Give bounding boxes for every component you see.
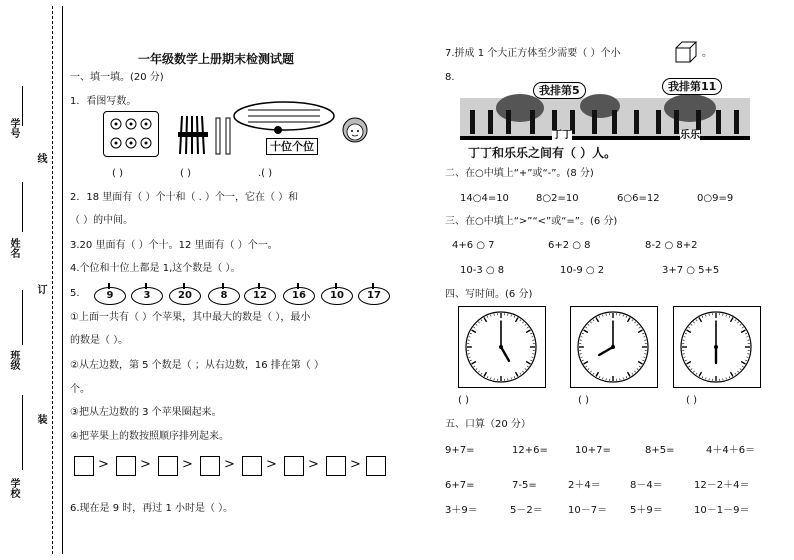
- clock-minute-mark: [735, 373, 736, 375]
- q5-3-text: ③把从左边数的 3 个苹果圈起来。: [70, 407, 222, 418]
- q8-text: 丁丁和乐乐之间有（ ）人。: [468, 146, 617, 160]
- clock-minute-mark: [487, 316, 488, 318]
- clock-minute-mark: [469, 336, 471, 337]
- clock-icon: [678, 309, 754, 385]
- q5-1-line-2: 的数是（ ）。: [70, 335, 129, 346]
- q7-text: 7.拼成 1 个大正方体至少需要（ ）个小: [445, 48, 621, 59]
- clock-hour-mark: [699, 318, 702, 322]
- speech-bubble-dingding: 我排第5: [533, 82, 586, 99]
- clock-minute-mark: [469, 357, 471, 358]
- clock-minute-mark: [588, 368, 589, 369]
- part4-header: 四、写时间。(6 分): [445, 289, 533, 300]
- q7-end: 。: [702, 48, 712, 59]
- clock-hour-mark: [584, 362, 588, 365]
- clock-minute-mark: [585, 327, 587, 328]
- gt-sign: >: [224, 457, 235, 472]
- order-box-2[interactable]: [116, 456, 136, 476]
- gt-sign: >: [266, 457, 277, 472]
- calc-r2-c1: 6+7=: [445, 480, 475, 491]
- clock-minute-mark: [527, 366, 529, 367]
- xingming-underline: [22, 182, 23, 232]
- clock-minute-mark: [632, 373, 633, 375]
- clock-minute-mark: [685, 360, 687, 361]
- order-box-3[interactable]: [158, 456, 178, 476]
- clock-hour-mark: [584, 330, 588, 333]
- clock-minute-mark: [490, 315, 491, 317]
- clock-minute-mark: [581, 336, 583, 337]
- gt-sign: >: [98, 457, 109, 472]
- clock-minute-mark: [643, 336, 645, 337]
- clock-minute-mark: [639, 327, 641, 328]
- q1-blank-3: .( ): [258, 168, 273, 179]
- name-dingding: 丁丁: [552, 130, 572, 141]
- clock-blank-1: ( ): [458, 395, 469, 406]
- clock-minute-mark: [632, 319, 633, 321]
- clock-minute-mark: [726, 315, 727, 317]
- clock-hour-mark: [516, 372, 519, 376]
- part2-item-2: 8○2=10: [536, 193, 579, 204]
- clock-minute-mark: [581, 357, 583, 358]
- clock-minute-mark: [742, 327, 744, 328]
- label-xingming: 姓名: [8, 238, 19, 258]
- part3-item-1: 4+6 ○ 7: [452, 240, 495, 251]
- q1-label: 1．看图写数。: [70, 96, 137, 107]
- q1-blank-2: ( ): [180, 168, 191, 179]
- clock-minute-mark: [696, 319, 697, 321]
- part3-item-3: 8-2 ○ 8+2: [645, 240, 698, 251]
- q5-2-line-2: 个。: [70, 384, 90, 395]
- calc-r1-c5: 4＋4＋6＝: [706, 445, 756, 456]
- apple-8: 17: [358, 287, 390, 305]
- binding-ding: 订: [35, 284, 46, 294]
- gt-sign: >: [182, 457, 193, 472]
- clock-minute-mark: [693, 371, 694, 372]
- clock-minute-mark: [599, 376, 600, 378]
- clock-icon: [575, 309, 651, 385]
- clock-minute-mark: [740, 324, 741, 325]
- clock-hour-hand: [599, 347, 613, 355]
- q3-text: 3.20 里面有（ ）个十。12 里面有（ ）个一。: [70, 240, 278, 251]
- calc-r2-c3: 2＋4＝: [568, 480, 601, 491]
- clock-minute-mark: [476, 368, 477, 369]
- clock-minute-mark: [602, 377, 603, 379]
- clock-minute-mark: [527, 327, 529, 328]
- clock-minute-mark: [599, 316, 600, 318]
- clock-icon: [463, 309, 539, 385]
- gt-sign: >: [308, 457, 319, 472]
- order-box-7[interactable]: [326, 456, 346, 476]
- clock-minute-mark: [637, 368, 638, 369]
- clock-minute-mark: [642, 333, 644, 334]
- clock-minute-mark: [511, 377, 512, 379]
- clock-minute-mark: [740, 368, 741, 369]
- part2-item-1: 14○4=10: [460, 193, 509, 204]
- clock-minute-mark: [478, 322, 479, 323]
- clock-minute-mark: [531, 336, 533, 337]
- clock-hour-mark: [526, 362, 530, 365]
- q5-2-line-1: ②从左边数，第 5 个数是（ ；从右边数，16 排在第（ ）: [70, 360, 324, 371]
- clock-minute-mark: [639, 366, 641, 367]
- clock-minute-mark: [514, 316, 515, 318]
- clock-hour-mark: [741, 362, 745, 365]
- clock-minute-mark: [520, 319, 521, 321]
- apple-7: 10: [321, 287, 353, 305]
- calc-r3-c5: 10－1－9＝: [694, 505, 750, 516]
- clock-minute-mark: [582, 333, 584, 334]
- child-face-icon: [340, 114, 370, 144]
- order-box-4[interactable]: [200, 456, 220, 476]
- calc-r3-c3: 10－7＝: [568, 505, 608, 516]
- clock-minute-mark: [514, 376, 515, 378]
- clock-hour-mark: [628, 372, 631, 376]
- clock-minute-mark: [602, 315, 603, 317]
- clock-minute-mark: [742, 366, 744, 367]
- clock-center: [499, 345, 503, 349]
- clock-hour-mark: [472, 362, 476, 365]
- clock-minute-mark: [525, 368, 526, 369]
- clock-minute-mark: [522, 371, 523, 372]
- clock-minute-mark: [705, 315, 706, 317]
- solid-binding-line: [62, 6, 63, 554]
- xuehao-underline: [22, 86, 23, 126]
- clock-center: [611, 345, 615, 349]
- calc-r1-c3: 10+7=: [575, 445, 611, 456]
- label-xuexiao: 学校: [8, 478, 19, 498]
- name-lele: 乐乐: [680, 130, 700, 141]
- clock-hour-mark: [638, 362, 642, 365]
- clock-hour-mark: [484, 318, 487, 322]
- clock-minute-mark: [684, 336, 686, 337]
- part2-item-4: 0○9=9: [697, 193, 734, 204]
- clock-hour-mark: [731, 318, 734, 322]
- q4-text: 4.个位和十位上都是 1,这个数是（ ）。: [70, 263, 241, 274]
- clock-minute-mark: [702, 316, 703, 318]
- clock-hour-mark: [526, 330, 530, 333]
- clock-minute-mark: [531, 357, 533, 358]
- gt-sign: >: [350, 457, 361, 472]
- clock-minute-mark: [473, 366, 475, 367]
- clock-minute-mark: [643, 357, 645, 358]
- clock-center: [714, 345, 718, 349]
- binding-zhuang: 装: [35, 414, 46, 424]
- part1-header: 一、填一填。(20 分): [70, 72, 164, 83]
- clock-hour-mark: [731, 372, 734, 376]
- clock-minute-mark: [693, 322, 694, 323]
- clock-minute-mark: [684, 357, 686, 358]
- clock-minute-mark: [490, 377, 491, 379]
- banji-underline: [22, 290, 23, 345]
- flower-box: [103, 111, 159, 157]
- calc-r3-c4: 5＋9＝: [630, 505, 663, 516]
- clock-hour-mark: [699, 372, 702, 376]
- clock-minute-mark: [729, 376, 730, 378]
- clock-minute-mark: [746, 336, 748, 337]
- q8-label: 8.: [445, 72, 455, 83]
- clock-minute-mark: [530, 360, 532, 361]
- clock-minute-mark: [691, 324, 692, 325]
- clock-minute-mark: [746, 357, 748, 358]
- q5-1-line-1: ①上面一共有（ ）个苹果，其中最大的数是（ ），最小: [70, 312, 311, 323]
- clock-minute-mark: [525, 324, 526, 325]
- clock-minute-mark: [481, 319, 482, 321]
- clock-hour-mark: [596, 318, 599, 322]
- clock-blank-3: ( ): [686, 395, 697, 406]
- clock-minute-mark: [735, 319, 736, 321]
- apple-5: 12: [244, 287, 276, 305]
- clock-hour-mark: [638, 330, 642, 333]
- calc-r1-c2: 12+6=: [512, 445, 548, 456]
- clock-minute-mark: [487, 376, 488, 378]
- clock-hour-mark: [516, 318, 519, 322]
- clock-minute-mark: [593, 319, 594, 321]
- part3-item-5: 10-9 ○ 2: [560, 265, 605, 276]
- clock-minute-mark: [520, 373, 521, 375]
- clock-minute-mark: [729, 316, 730, 318]
- clock-minute-mark: [705, 377, 706, 379]
- clock-minute-mark: [696, 373, 697, 375]
- q1-blank-1: ( ): [112, 168, 123, 179]
- gt-sign: >: [140, 457, 151, 472]
- order-box-1[interactable]: [74, 456, 94, 476]
- apple-3: 20: [169, 287, 201, 305]
- clock-minute-mark: [726, 377, 727, 379]
- q6-text: 6.现在是 9 时，再过 1 小时是（ ）。: [70, 503, 234, 514]
- speech-bubble-lele: 我排第11: [662, 78, 722, 95]
- clock-minute-mark: [593, 373, 594, 375]
- clock-minute-mark: [590, 371, 591, 372]
- part3-header: 三、在○中填上“>”“<”或“=”。(6 分): [445, 216, 618, 227]
- calc-r3-c2: 5－2＝: [510, 505, 543, 516]
- apple-4: 8: [208, 287, 240, 305]
- clock-minute-mark: [634, 322, 635, 323]
- clock-minute-mark: [745, 360, 747, 361]
- label-xuehao: 学号: [8, 118, 19, 138]
- clock-minute-mark: [511, 315, 512, 317]
- calc-r1-c4: 8+5=: [645, 445, 675, 456]
- part5-header: 五、口算（20 分）: [445, 419, 531, 430]
- binding-xian: 线: [35, 153, 46, 163]
- clock-hour-mark: [472, 330, 476, 333]
- clock-minute-mark: [481, 373, 482, 375]
- part3-item-2: 6+2 ○ 8: [548, 240, 591, 251]
- q2-line-2: （ ）的中间。: [70, 215, 134, 226]
- clock-minute-mark: [623, 377, 624, 379]
- clock-minute-mark: [626, 316, 627, 318]
- clock-minute-mark: [642, 360, 644, 361]
- clock-minute-mark: [585, 366, 587, 367]
- calc-r2-c4: 8－4＝: [630, 480, 663, 491]
- clock-minute-mark: [470, 333, 472, 334]
- clock-minute-mark: [473, 327, 475, 328]
- order-box-5[interactable]: [242, 456, 262, 476]
- clock-hour-mark: [687, 330, 691, 333]
- clock-minute-mark: [688, 366, 690, 367]
- clock-hour-mark: [628, 318, 631, 322]
- clock-minute-mark: [637, 324, 638, 325]
- q2-line-1: 2．18 里面有（ ）个十和（ . ）个一，它在（ ）和: [70, 192, 299, 203]
- apple-1: 9: [94, 287, 126, 305]
- label-banji: 班级: [8, 350, 19, 370]
- apple-2: 3: [131, 287, 163, 305]
- clock-minute-mark: [702, 376, 703, 378]
- clock-minute-mark: [530, 333, 532, 334]
- calc-r1-c1: 9+7=: [445, 445, 475, 456]
- apple-6: 16: [283, 287, 315, 305]
- clock-minute-mark: [588, 324, 589, 325]
- clock-minute-mark: [590, 322, 591, 323]
- part2-header: 二、在○中填上“+”或“-”。(8 分): [445, 168, 594, 179]
- clock-minute-mark: [522, 322, 523, 323]
- clock-hour-mark: [596, 372, 599, 376]
- clock-minute-mark: [691, 368, 692, 369]
- clock-minute-mark: [737, 371, 738, 372]
- clock-minute-mark: [476, 324, 477, 325]
- calc-r3-c1: 3＋9＝: [445, 505, 478, 516]
- xuexiao-underline: [22, 395, 23, 470]
- clock-hour-mark: [687, 362, 691, 365]
- dashed-binding-line: [52, 6, 53, 554]
- page-title: 一年级数学上册期末检测试题: [138, 52, 295, 66]
- clock-minute-mark: [626, 376, 627, 378]
- part2-item-3: 6○6=12: [617, 193, 660, 204]
- order-box-6[interactable]: [284, 456, 304, 476]
- order-box-8[interactable]: [366, 456, 386, 476]
- clock-minute-mark: [582, 360, 584, 361]
- calc-r2-c2: 7-5=: [512, 480, 537, 491]
- calc-r2-c5: 12－2＋4＝: [694, 480, 750, 491]
- place-value-sign: 十位个位: [266, 138, 318, 155]
- clock-minute-mark: [688, 327, 690, 328]
- clock-minute-mark: [478, 371, 479, 372]
- flowers-icon: [104, 112, 158, 156]
- cube-icon: [674, 40, 698, 64]
- clock-minute-mark: [623, 315, 624, 317]
- clock-minute-mark: [737, 322, 738, 323]
- clock-hour-mark: [741, 330, 745, 333]
- clock-hour-hand: [501, 347, 509, 361]
- stick-bundle-icon: [176, 112, 236, 156]
- q5-4-text: ④把苹果上的数按照顺序排列起来。: [70, 431, 229, 442]
- clock-minute-mark: [634, 371, 635, 372]
- part3-item-4: 10-3 ○ 8: [460, 265, 505, 276]
- clock-minute-mark: [745, 333, 747, 334]
- abacus-icon: [232, 100, 336, 140]
- clock-minute-mark: [470, 360, 472, 361]
- clock-hour-mark: [484, 372, 487, 376]
- q5-label: 5.: [70, 288, 80, 299]
- part3-item-6: 3+7 ○ 5+5: [662, 265, 720, 276]
- clock-blank-2: ( ): [578, 395, 589, 406]
- clock-minute-mark: [685, 333, 687, 334]
